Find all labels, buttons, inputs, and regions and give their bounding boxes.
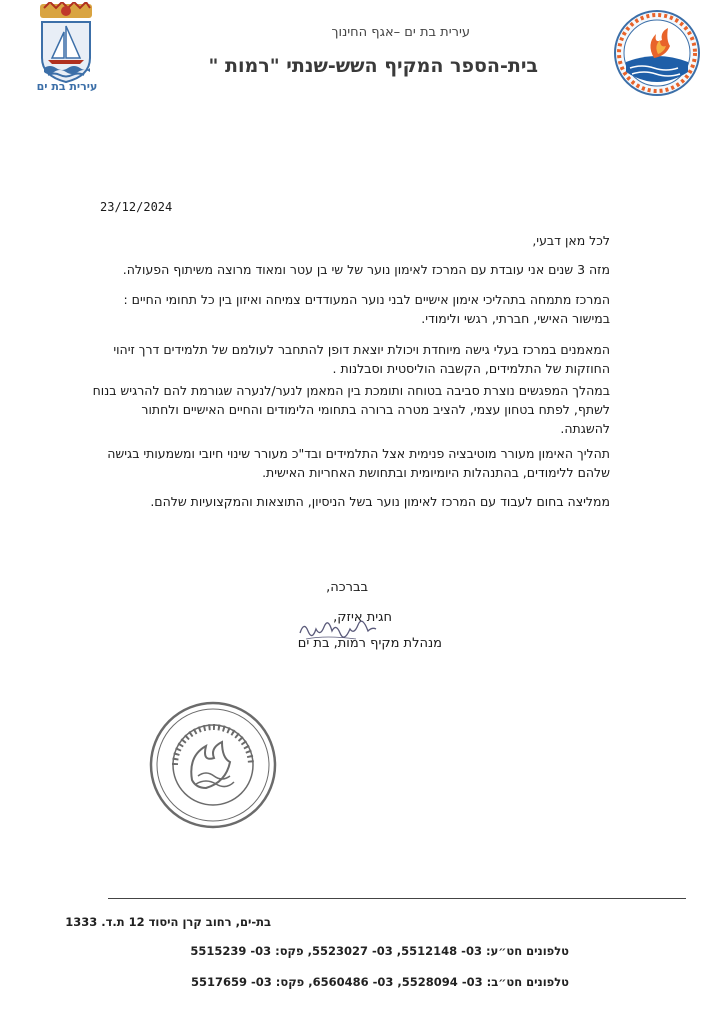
signer-title: מנהלת מקיף רמות, בת ים xyxy=(297,636,442,651)
letter-paragraph: תהליך האימון מעורר מוטיבציה פנימית אצל התלמידים ובד"כ מעורר שינוי חיובי ומשמעותי בגישה שלהם ללימודים, בהתנהלות היומיומית ובתחושת האחריות האישית. xyxy=(107,446,610,480)
letter-paragraph: ממליצה בחום לעבוד עם המרכז לאימון נוער בשל הניסיון, התוצאות והמקצועיות שלהם. xyxy=(150,494,610,509)
school-stamp-icon xyxy=(148,700,278,830)
footer-address: בת-ים, רחוב קרן היסוד 12 ת.ד. 1333 xyxy=(65,915,271,929)
school-name-heading: בית-הספר המקיף השש-שנתי "רמות " xyxy=(208,55,538,77)
letter-greeting: לכל מאן דבעי, xyxy=(532,233,610,248)
school-emblem-icon xyxy=(614,10,700,96)
signer-name: חגית איזק, xyxy=(333,610,392,625)
letter-paragraph: במהלך המפגשים נוצרת סביבה בטוחה ותומכת בין המאמן לנער/לנערה שגורמת להם להרגיש בנוח לשתף, לפתח בטחון עצמי, להציב מטרה ברורה בתחומי הלימודים והחיים האישיים ולחתור להשגתה. xyxy=(92,383,610,436)
footer-divider xyxy=(108,898,686,899)
city-name-label: עירית בת ים xyxy=(36,80,98,93)
letter-closing: בברכה, xyxy=(326,580,368,595)
letter-paragraph: המרכז מתמחה בתהליכי אימון אישיים לבני נוער המעודדים צמיחה ואיזון בין כל תחומי החיים : במישור האישי, חברתי, רגשי ולימודי. xyxy=(123,292,610,326)
footer-phones-middle-school: טלפונים חט״ב: 03- 5528094, 03- 6560486, פקס: 03- 5517659 xyxy=(190,975,569,989)
letter-paragraph: המאמנים במרכז בעלי גישה מיוחדת ויכולת יוצאת דופן להתחבר לעולמם של תלמידים דרך זיהוי החוזקות של התלמידים, הקשבה הוליסטית וסבלנות . xyxy=(113,342,610,376)
letter-date: 23/12/2024 xyxy=(100,200,173,214)
letter-paragraph: מזה 3 שנים אני עובדת עם המרכז לאימון נוער של שי בן עטר ומאוד מרוצה משיתוף הפעולה. xyxy=(122,262,610,277)
header-department-line: עירית בת ים –אגף החינוך xyxy=(331,25,470,40)
footer-phones-high-school: טלפונים חט״ע: 03- 5512148, 03- 5523027, פקס: 03- 5515239 xyxy=(190,944,569,958)
